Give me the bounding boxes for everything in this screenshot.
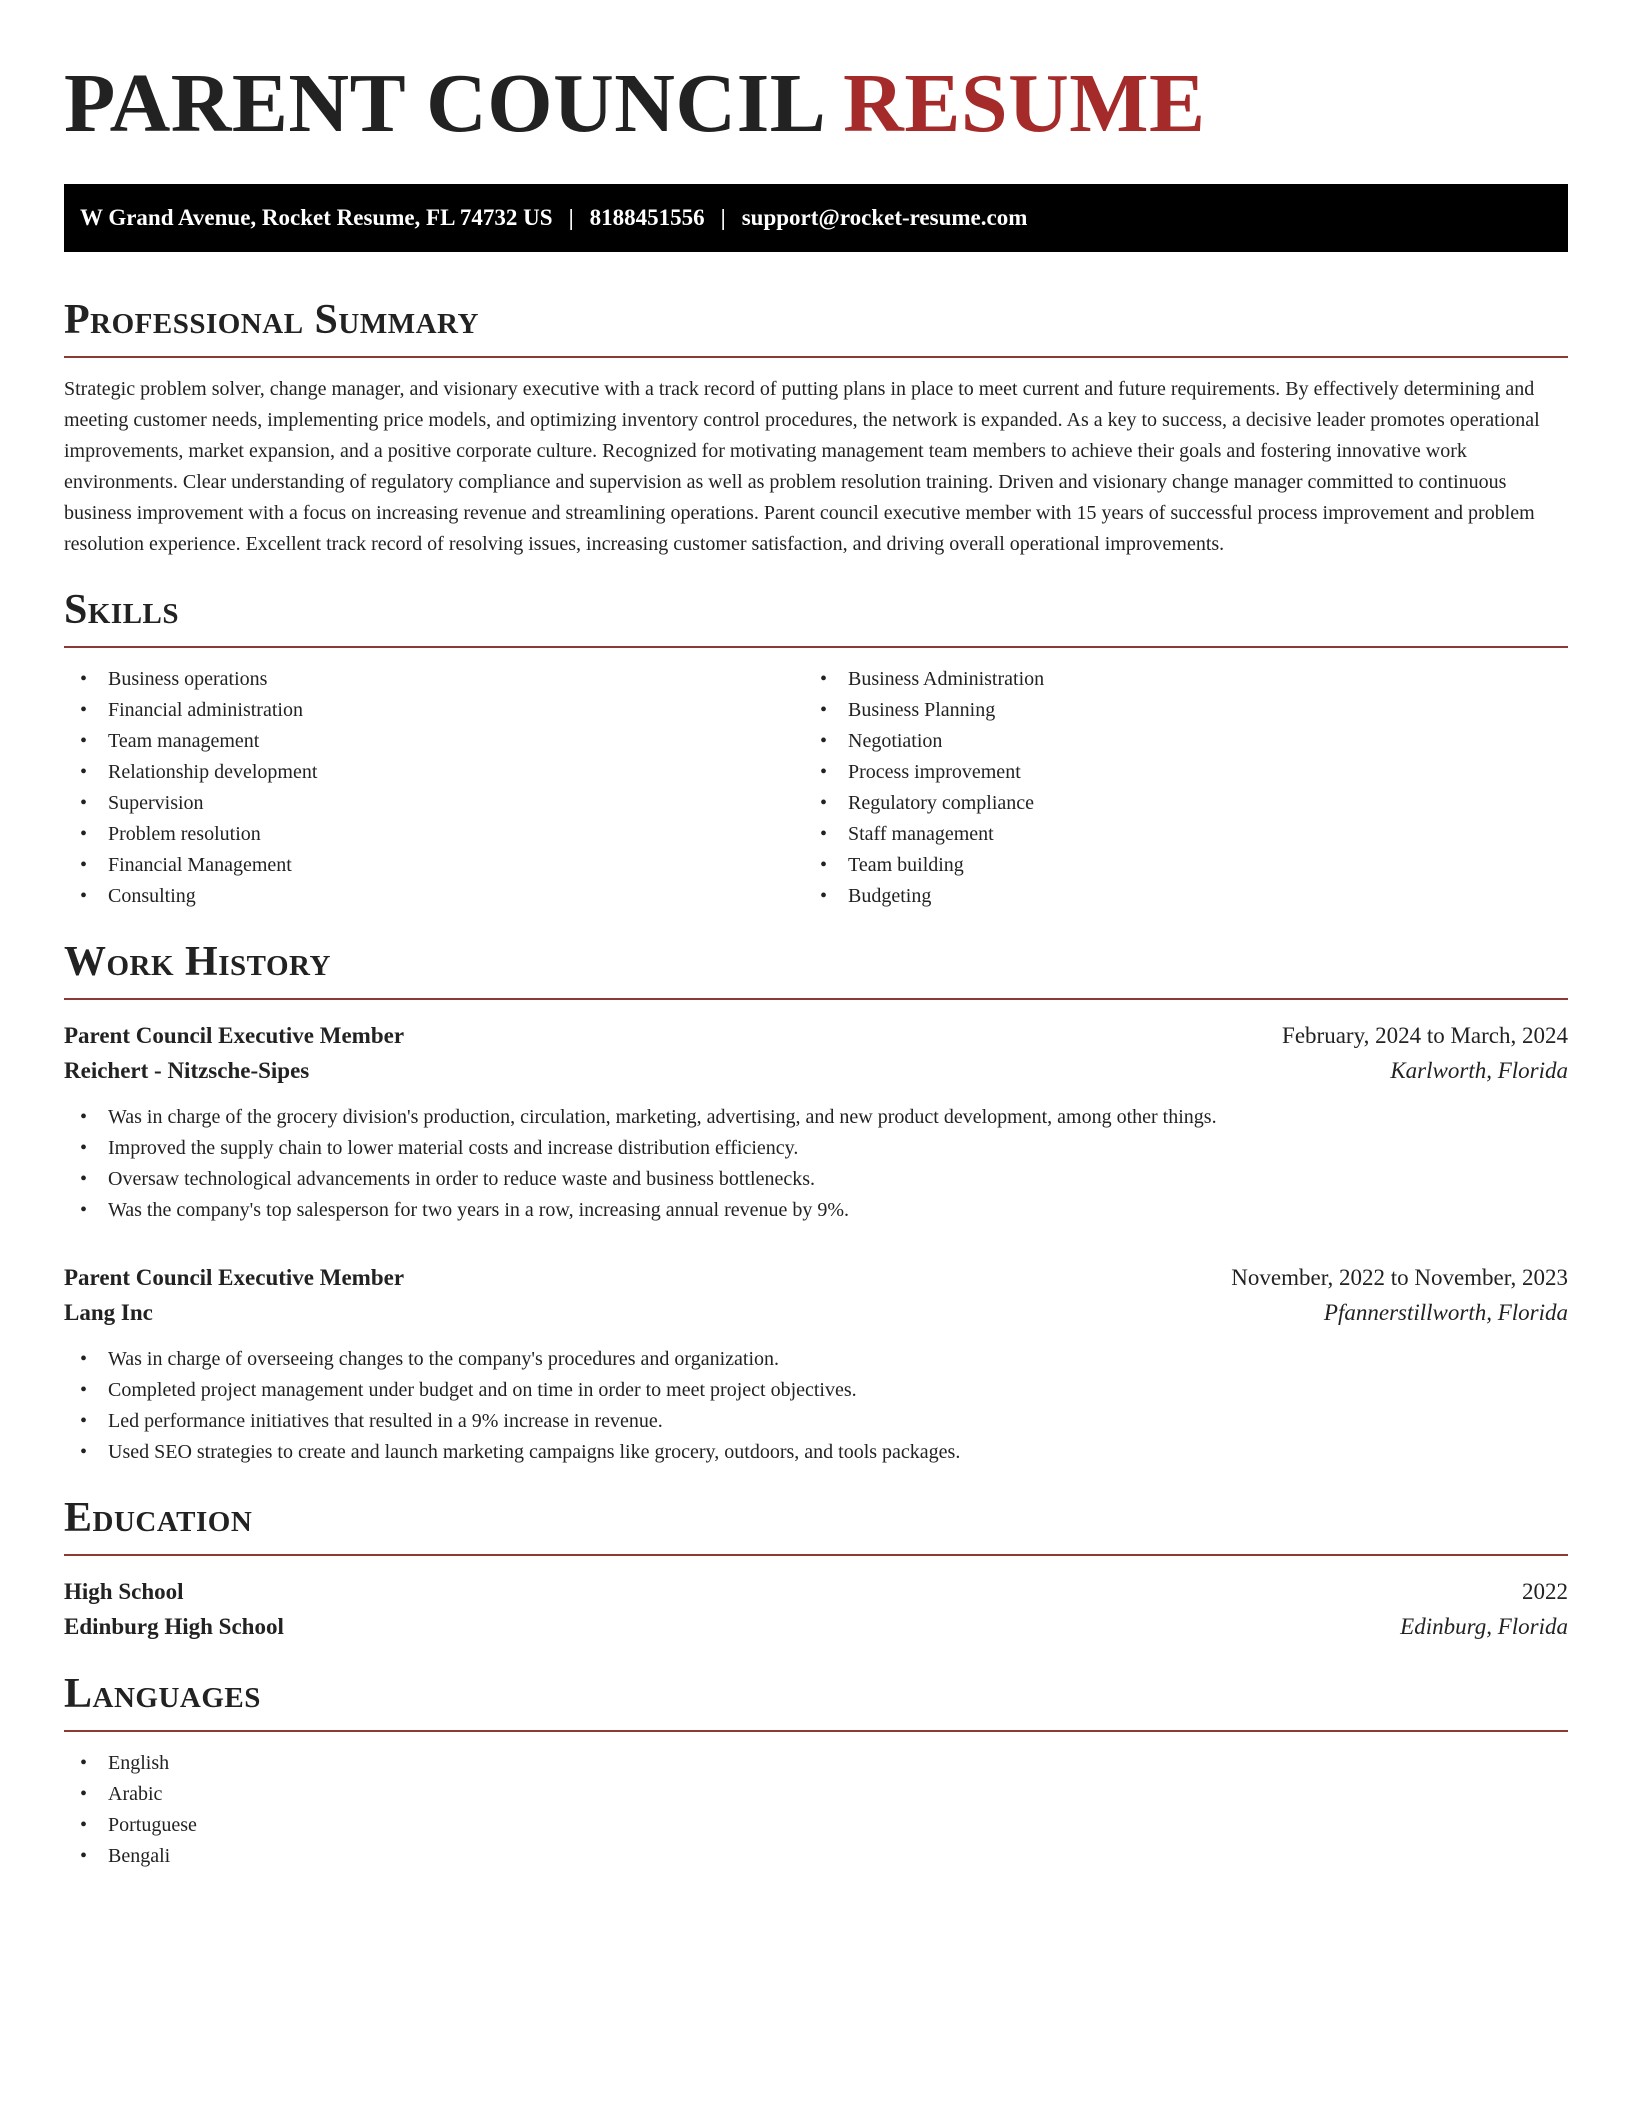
section-divider [64, 1730, 1568, 1732]
languages-section [64, 1670, 1568, 1872]
education-location: Edinburg, Florida [1400, 1614, 1568, 1639]
skills-grid [64, 664, 1568, 912]
skill-item: • Supervision [64, 788, 804, 819]
name-main: PARENT COUNCIL [64, 57, 822, 150]
skill-item: • Business operations [64, 664, 804, 695]
work-section [64, 938, 1568, 1468]
job-title: Parent Council Executive Member [64, 1023, 405, 1048]
language-item: • Bengali [64, 1841, 1568, 1872]
job-company-row [64, 1053, 1568, 1088]
skill-item: • Budgeting [804, 881, 1544, 912]
skill-item: • Negotiation [804, 726, 1544, 757]
skill-item: • Staff management [804, 819, 1544, 850]
section-divider [64, 356, 1568, 358]
skill-item: • Consulting [64, 881, 804, 912]
job-bullet: • Led performance initiatives that resulted in a 9% increase in revenue. [64, 1406, 1568, 1437]
skills-left-list [64, 664, 804, 912]
skill-item: • Team management [64, 726, 804, 757]
job-company: Reichert - Nitzsche-Sipes [64, 1058, 310, 1083]
education-entry [64, 1574, 1568, 1644]
job-header-row [64, 1018, 1568, 1053]
job-company: Lang Inc [64, 1300, 153, 1325]
work-heading: Work History [64, 939, 331, 985]
job-company-row [64, 1295, 1568, 1330]
languages-heading: Languages [64, 1671, 261, 1717]
skill-item: • Regulatory compliance [804, 788, 1544, 819]
skills-section [64, 586, 1568, 912]
job-header-row [64, 1260, 1568, 1295]
skills-right-list [804, 664, 1544, 912]
job-title: Parent Council Executive Member [64, 1265, 405, 1290]
job-entry [64, 1260, 1568, 1468]
language-item: • Portuguese [64, 1810, 1568, 1841]
section-divider [64, 998, 1568, 1000]
skill-item: • Team building [804, 850, 1544, 881]
skill-item: • Problem resolution [64, 819, 804, 850]
summary-section [64, 296, 1568, 560]
contact-email: support@rocket-resume.com [741, 205, 1028, 230]
job-bullet: • Was in charge of overseeing changes to the company's procedures and organization. [64, 1344, 1568, 1375]
section-divider [64, 646, 1568, 648]
name-accent: RESUME [843, 57, 1206, 150]
job-location: Pfannerstillworth, Florida [1323, 1300, 1568, 1325]
languages-list [64, 1748, 1568, 1872]
section-divider [64, 1554, 1568, 1556]
education-degree: High School [64, 1579, 184, 1604]
education-heading: Education [64, 1495, 253, 1541]
skill-item: • Financial administration [64, 695, 804, 726]
education-section [64, 1494, 1568, 1644]
job-location: Karlworth, Florida [1390, 1058, 1568, 1083]
job-bullet: • Oversaw technological advancements in order to reduce waste and business bottlenecks. [64, 1164, 1568, 1195]
education-year: 2022 [1522, 1579, 1568, 1604]
skill-item: • Business Planning [804, 695, 1544, 726]
job-bullet: • Was the company's top salesperson for two years in a row, increasing annual revenue by 9%. [64, 1195, 1568, 1226]
resume-name [64, 56, 1568, 152]
skill-item: • Relationship development [64, 757, 804, 788]
summary-text: Strategic problem solver, change manager, and visionary executive with a track record of putting plans in place to meet current and future requirements. By effectively determining and meeting customer needs, implementing price models, and optimizing inventory control procedures, the network is expanded. As a key to success, a decisive leader promotes operational improvements, market expansion, and a positive corporate culture. Recognized for motivating management team members to achieve their goals and fostering innovative work environments. Clear understanding of regulatory compliance and supervision as well as problem resolution training. Driven and visionary change manager committed to continuous business improvement with a focus on increasing revenue and streamlining operations. Parent council executive member with 15 years of successful process improvement and problem resolution experience. Excellent track record of resolving issues, increasing customer satisfaction, and driving overall operational improvements. [64, 378, 1540, 555]
skill-item: • Process improvement [804, 757, 1544, 788]
education-school: Edinburg High School [64, 1614, 284, 1639]
language-item: • Arabic [64, 1779, 1568, 1810]
contact-bar [64, 184, 1568, 252]
job-bullets [64, 1102, 1568, 1226]
job-bullet: • Completed project management under budget and on time in order to meet project objectives. [64, 1375, 1568, 1406]
contact-address: W Grand Avenue, Rocket Resume, FL 74732 US [80, 205, 553, 230]
job-bullets [64, 1344, 1568, 1468]
job-bullet: • Was in charge of the grocery division's production, circulation, marketing, advertising, and new product development, among other things. [64, 1102, 1568, 1133]
job-dates: November, 2022 to November, 2023 [1231, 1265, 1568, 1290]
language-item: • English [64, 1748, 1568, 1779]
skill-item: • Financial Management [64, 850, 804, 881]
summary-heading: Professional Summary [64, 297, 479, 343]
education-header-row [64, 1574, 1568, 1609]
contact-separator: | [568, 205, 574, 230]
skill-item: • Business Administration [804, 664, 1544, 695]
job-bullet: • Used SEO strategies to create and launch marketing campaigns like grocery, outdoors, and tools packages. [64, 1437, 1568, 1468]
contact-phone: 8188451556 [589, 205, 705, 230]
job-bullet: • Improved the supply chain to lower material costs and increase distribution efficiency. [64, 1133, 1568, 1164]
education-school-row [64, 1609, 1568, 1644]
job-dates: February, 2024 to March, 2024 [1282, 1023, 1568, 1048]
job-entry [64, 1018, 1568, 1226]
skills-heading: Skills [64, 587, 180, 633]
contact-separator: | [720, 205, 726, 230]
